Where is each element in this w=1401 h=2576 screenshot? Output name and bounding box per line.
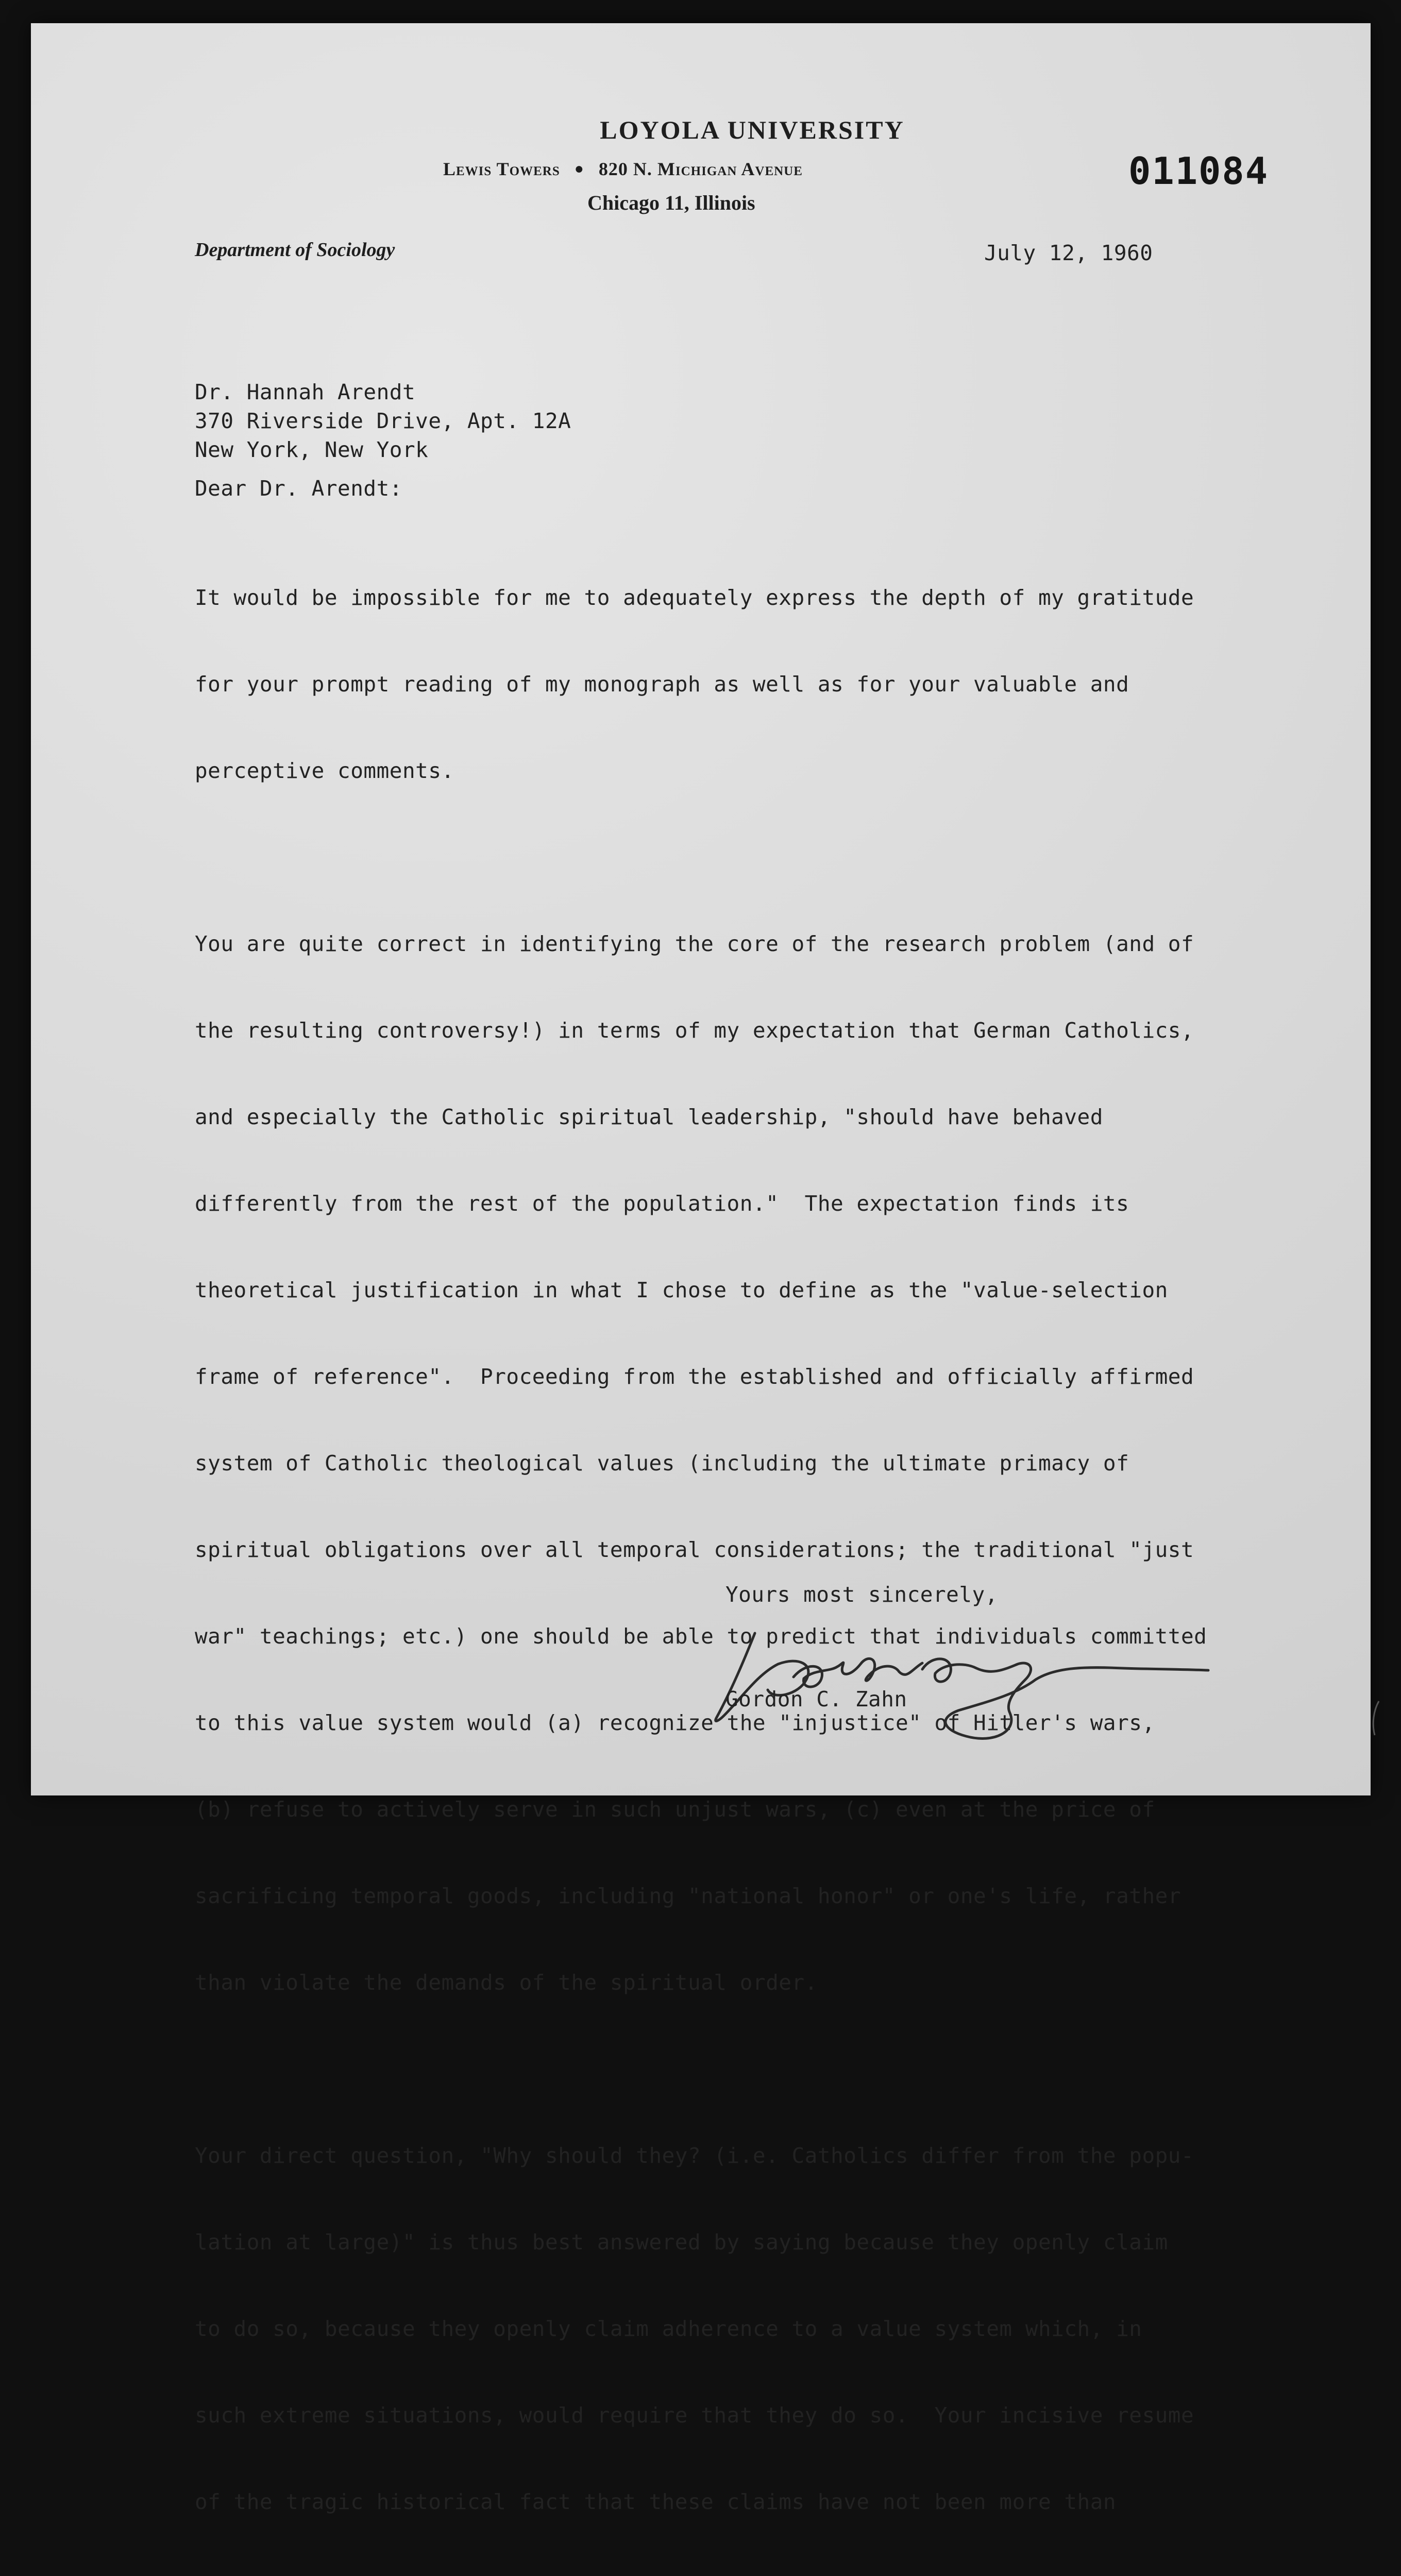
text-line: system of Catholic theological values (including the ultimate primacy of: [195, 1451, 1129, 1476]
signer-name: Gordon C. Zahn: [725, 1687, 907, 1711]
paper-edge-mark: [1370, 1700, 1381, 1736]
text-line: [195, 2574, 1277, 2576]
closing: Yours most sincerely,: [725, 1582, 998, 1607]
text-line: perceptive comments.: [195, 758, 454, 783]
text-line: spiritual obligations over all temporal considerations; the traditional "just: [195, 1537, 1194, 1562]
text-line: to this value system would (a) recognize the "injustice" of Hitler's wars,: [195, 1710, 1155, 1735]
text-line: frame of reference". Proceeding from the established and officially affirmed: [195, 1364, 1194, 1389]
letterhead-address: [443, 158, 1010, 180]
letterhead-university: LOYOLA UNIVERSITY: [600, 115, 905, 144]
text-line: war" teachings; etc.) one should be able to predict that individuals committed: [195, 1624, 1207, 1649]
letterhead-city: Chicago 11, Illinois: [587, 191, 755, 214]
text-line: You are quite correct in identifying the core of the research problem (and of: [195, 931, 1194, 956]
department-name: Department of Sociology: [195, 239, 395, 261]
text-line: and especially the Catholic spiritual leadership, "should have behaved: [195, 1105, 1103, 1129]
letterhead-street: 820 N. Michigan Avenue: [598, 159, 803, 179]
recipient-name: Dr. Hannah Arendt: [195, 380, 416, 404]
text-line: than violate the demands of the spiritual order.: [195, 1970, 818, 1995]
text-line: the resulting controversy!) in terms of my expectation that German Catholics,: [195, 1018, 1194, 1043]
letter-body: [195, 526, 1277, 2576]
text-line: lation at large)" is thus best answered by saying because they openly claim: [195, 2230, 1168, 2255]
letterhead-building: Lewis Towers: [443, 159, 560, 179]
text-line: sacrificing temporal goods, including "national honor" or one's life, rather: [195, 1884, 1181, 1908]
paragraph-1: [195, 526, 1277, 843]
recipient-address-line-2: New York, New York: [195, 437, 429, 462]
text-line: differently from the rest of the population." The expectation finds its: [195, 1191, 1129, 1216]
paragraph-2: [195, 872, 1277, 2055]
text-line: of the tragic historical fact that these claims have not been more than: [195, 2489, 1117, 2514]
text-line: such extreme situations, would require that they do so. Your incisive resume: [195, 2403, 1194, 2428]
salutation: Dear Dr. Arendt:: [195, 476, 402, 501]
letter-date: July 12, 1960: [984, 241, 1153, 265]
text-line: Your direct question, "Why should they? (i.e. Catholics differ from the popu-: [195, 2143, 1194, 2168]
text-line: It would be impossible for me to adequately express the depth of my gratitude: [195, 585, 1194, 610]
text-line: for your prompt reading of my monograph as well as for your valuable and: [195, 672, 1129, 697]
bullet-icon: ●: [574, 160, 584, 177]
recipient-address-line-1: 370 Riverside Drive, Apt. 12A: [195, 409, 571, 433]
letter-page: [31, 23, 1371, 2514]
text-line: to do so, because they openly claim adherence to a value system which, in: [195, 2316, 1142, 2341]
recipient-block: [195, 378, 571, 464]
paragraph-3: [195, 2083, 1277, 2576]
text-line: theoretical justification in what I chose to define as the "value-selection: [195, 1278, 1168, 1302]
document-number-stamp: 011084: [1128, 149, 1269, 193]
text-line: (b) refuse to actively serve in such unjust wars, (c) even at the price of: [195, 1797, 1155, 1822]
